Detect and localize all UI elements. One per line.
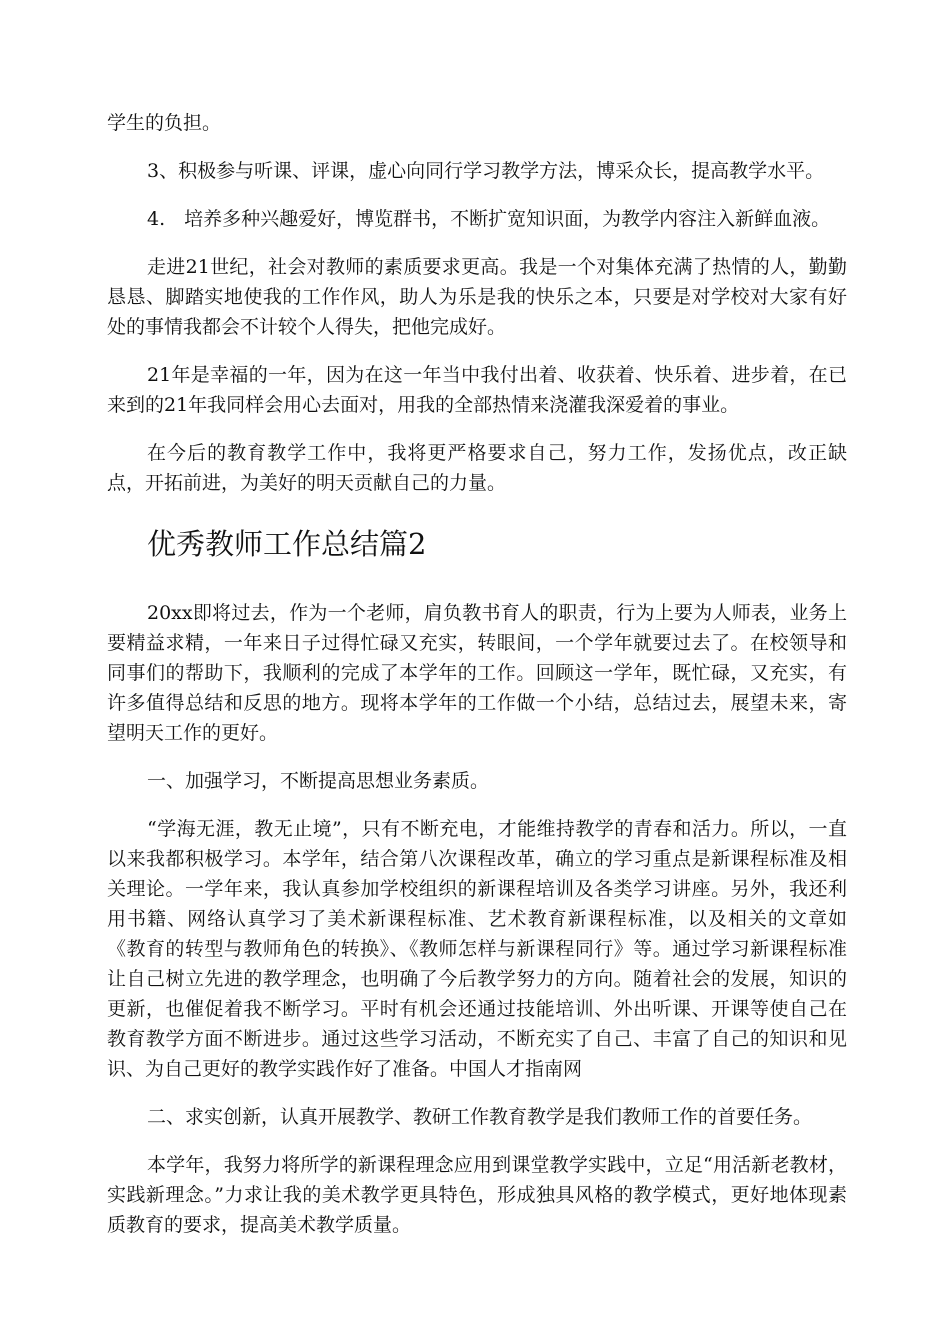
- paragraph-happy-year: 21年是幸福的一年，因为在这一年当中我付出着、收获着、快乐着、进步着，在已来到的21年我同样会用心去面对，用我的全部热情来浇灌我深爱着的事业。: [107, 364, 847, 416]
- paragraph-item-4: 4. 培养多种兴趣爱好，博览群书，不断扩宽知识面，为教学内容注入新鲜血液。: [147, 208, 831, 230]
- paragraph-section-two-title: 二、求实创新，认真开展教学、教研工作教育教学是我们教师工作的首要任务。: [147, 1106, 813, 1128]
- paragraph-continuation: 学生的负担。: [107, 112, 222, 134]
- document-page: [107, 108, 847, 1240]
- paragraph-section-one-title: 一、加强学习，不断提高思想业务素质。: [147, 770, 490, 792]
- paragraph-teaching-practice: 本学年，我努力将所学的新课程理念应用到课堂教学实践中，立足“用活新老教材，实践新理念。”力求让我的美术教学更具特色，形成独具风格的教学模式，更好地体现素质教育的要求，提高美术教学质量。: [107, 1154, 847, 1236]
- paragraph-intro: 20xx即将过去，作为一个老师，肩负教书育人的职责，行为上要为人师表，业务上要精益求精，一年来日子过得忙碌又充实，转眼间，一个学年就要过去了。在校领导和同事们的帮助下，我顺利的完成了本学年的工作。回顾这一学年，既忙碌，又充实，有许多值得总结和反思的地方。现将本学年的工作做一个小结，总结过去，展望未来，寄望明天工作的更好。: [107, 602, 847, 744]
- paragraph-future-work: 在今后的教育教学工作中，我将更严格要求自己，努力工作，发扬优点，改正缺点，开拓前进，为美好的明天贡献自己的力量。: [107, 442, 847, 494]
- paragraph-21st-century: 走进21世纪，社会对教师的素质要求更高。我是一个对集体充满了热情的人，勤勤恳恳、脚踏实地使我的工作作风，助人为乐是我的快乐之本，只要是对学校对大家有好处的事情我都会不计较个人得失，把他完成好。: [107, 256, 847, 338]
- paragraph-learning: “学海无涯，教无止境”，只有不断充电，才能维持教学的青春和活力。所以，一直以来我都积极学习。本学年，结合第八次课程改革，确立的学习重点是新课程标准及相关理论。一学年来，我认真参加学校组织的新课程培训及各类学习讲座。另外，我还利用书籍、网络认真学习了美术新课程标准、艺术教育新课程标准，以及相关的文章如《教育的转型与教师角色的转换》、《教师怎样与新课程同行》等。通过学习新课程标准让自己树立先进的教学理念，也明确了今后教学努力的方向。随着社会的发展，知识的更新，也催促着我不断学习。平时有机会还通过技能培训、外出听课、开课等使自己在教育教学方面不断进步。通过这些学习活动，不断充实了自己、丰富了自己的知识和见识、为自己更好的教学实践作好了准备。中国人才指南网: [107, 818, 847, 1080]
- section-heading: 优秀教师工作总结篇2: [147, 527, 427, 561]
- paragraph-item-3: 3、积极参与听课、评课，虚心向同行学习教学方法，博采众长，提高教学水平。: [147, 160, 825, 182]
